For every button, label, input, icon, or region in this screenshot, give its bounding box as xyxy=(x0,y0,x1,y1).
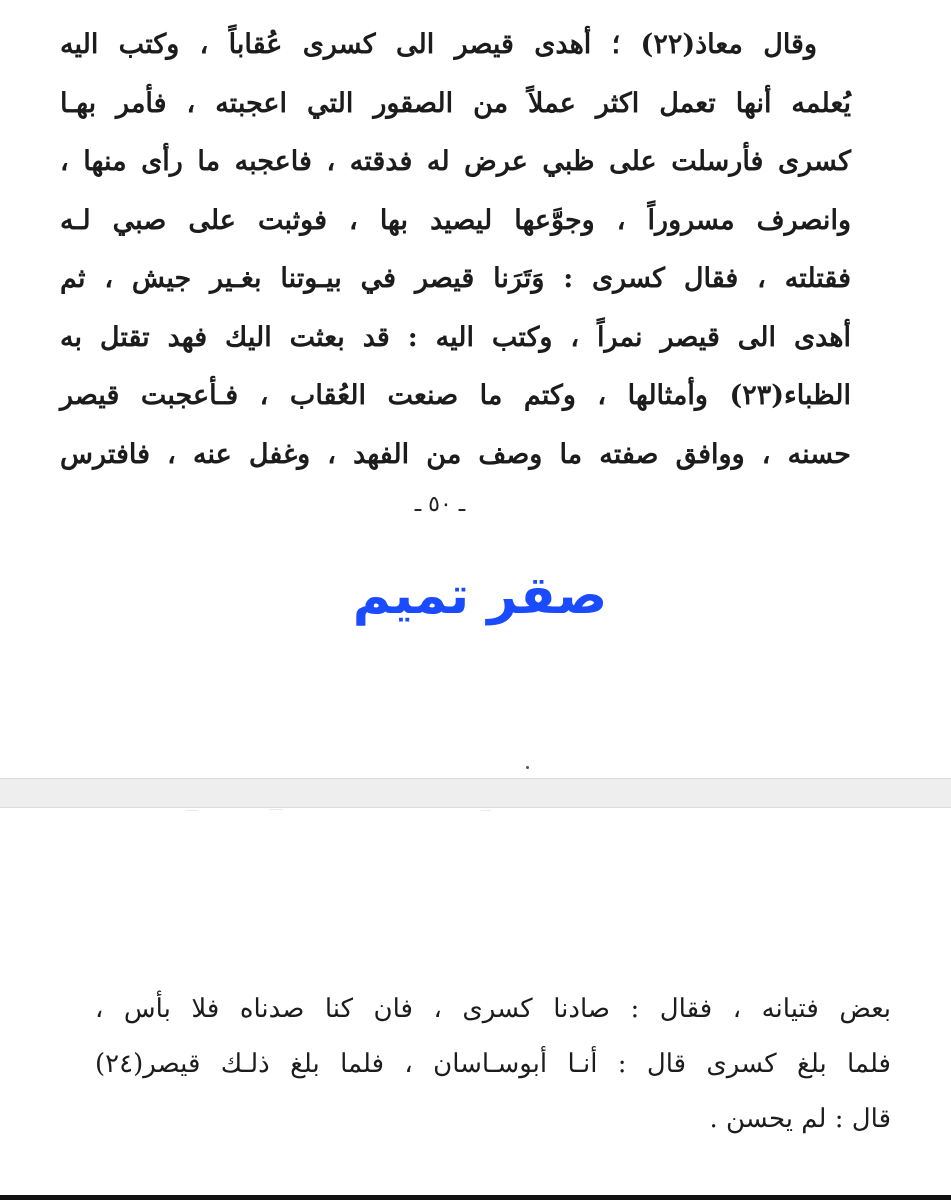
text-line: بعض فتيانه ، فقال : صادنا كسرى ، فان كنا صدناه فلا بأس ، xyxy=(95,994,891,1024)
page-divider xyxy=(0,778,951,808)
scan-edge-stain xyxy=(150,806,570,818)
text-line: كسرى فأرسلت على ظبي عرض له فدقته ، فاعجبه ما رأى منها ، xyxy=(60,146,851,177)
text-line: يُعلمه أنها تعمل اكثر عملاً من الصقور التي اعجبته ، فأمر بهـا xyxy=(60,87,851,119)
text-line: فلما بلغ كسرى قال : أنـا أبوسـاسان ، فلما بلغ ذلـك قيصر(٢٤) xyxy=(95,1049,891,1079)
watermark-label: صقر تميم xyxy=(352,566,608,626)
text-line: قال : لم يحسن . xyxy=(709,1104,891,1134)
arabic-text-block-bottom xyxy=(95,982,891,1147)
text-line: الظباء(٢٣) وأمثالها ، وكتم ما صنعت العُقاب ، فـأعجبت قيصر xyxy=(60,380,851,411)
text-line: وانصرف مسروراً ، وجوَّعها ليصيد بها ، فوثبت على صبي لـه xyxy=(60,204,851,236)
text-line: أهدى الى قيصر نمراً ، وكتب اليه : قد بعثت اليك فهد تقتل به xyxy=(60,321,851,353)
text-line: وقال معاذ(٢٢) ؛ أهدى قيصر الى كسرى عُقاباً ، وكتب اليه xyxy=(60,29,817,60)
page-number: ـ ٥٠ ـ xyxy=(414,492,466,517)
text-line: فقتلته ، فقال كسرى : وَتَرَنا قيصر في بيـوتنا بغـير جيش ، ثم xyxy=(60,263,851,294)
text-line: حسنه ، ووافق صفته ما وصف من الفهد ، وغفل عنه ، فافترس xyxy=(60,438,851,470)
arabic-text-block-top xyxy=(60,16,851,484)
scan-speck xyxy=(526,766,529,769)
bottom-border xyxy=(0,1195,951,1200)
